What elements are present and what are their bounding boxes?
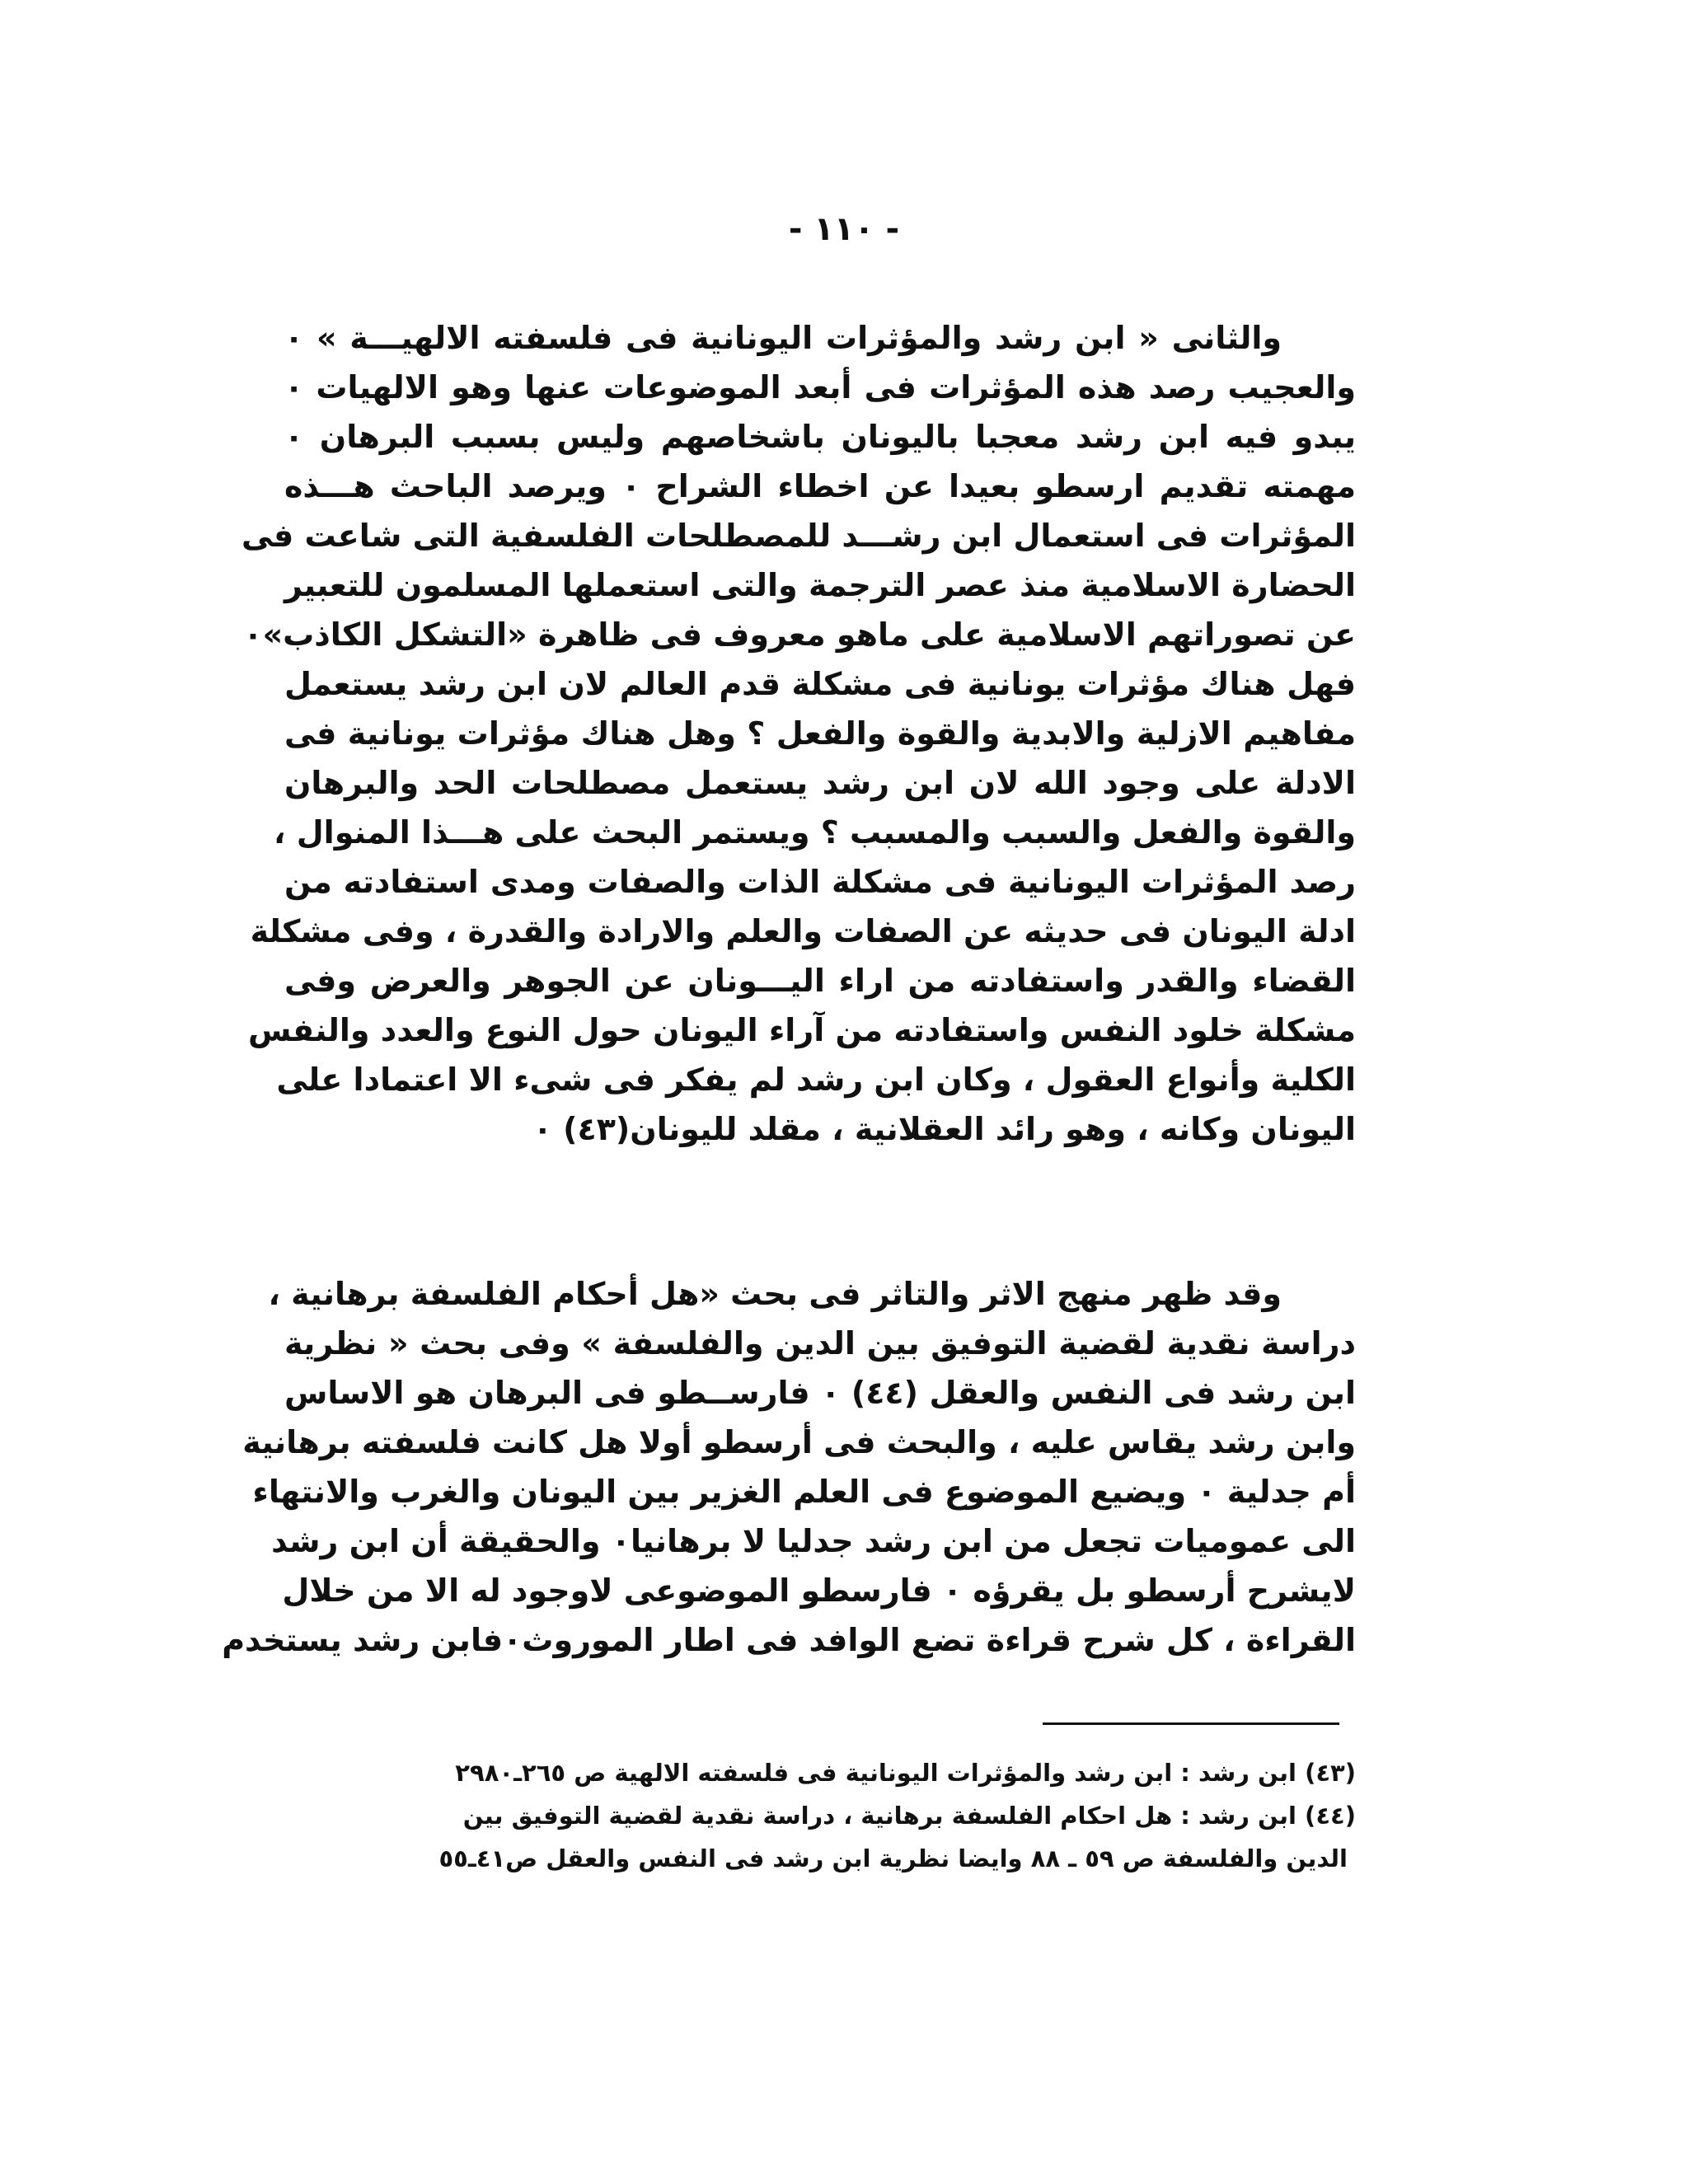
footnote-separator [1043,1722,1339,1725]
paragraph-line: وقد ظهر منهج الاثر والتاثر فى بحث «هل أحكام الفلسفة برهانية ، [268,1276,1282,1312]
paragraph-line: مهمته تقديم ارسطو بعيدا عن اخطاء الشراح ٠ ويرصد الباحث هـــذه [284,468,1356,504]
paragraph-line: والثانى « ابن رشد والمؤثرات اليونانية فى فلسفته الالهيـــة » ٠ [284,320,1282,356]
paragraph-line: عن تصوراتهم الاسلامية على ماهو معروف فى ظاهرة «التشكل الكاذب»٠ [243,616,1356,653]
paragraph-line: دراسة نقدية لقضية التوفيق بين الدين والفلسفة » وفى بحث « نظرية [284,1325,1356,1361]
footnote-43: (٤٣) ابن رشد : ابن رشد والمؤثرات اليونانية فى فلسفته الالهية ص ٢٦٥ـ٢٩٨٠ [455,1759,1356,1787]
paragraph-line: القراءة ، كل شرح قراءة تضع الوافد فى اطار الموروث٠فابن رشد يستخدم [222,1622,1356,1658]
paragraph-line: اليونان وكانه ، وهو رائد العقلانية ، مقلد لليونان(٤٣) ٠ [532,1111,1356,1147]
paragraph-line: والقوة والفعل والسبب والمسبب ؟ ويستمر البحث على هـــذا المنوال ، [274,814,1356,851]
paragraph-line: مشكلة خلود النفس واستفادته من آراء اليونان حول النوع والعدد والنفس [248,1012,1356,1048]
footnote-44-continued: الدين والفلسفة ص ٥٩ ـ ٨٨ وايضا نظرية ابن رشد فى النفس والعقل ص٤١ـ٥٥ [438,1844,1348,1872]
paragraph-line: وابن رشد يقاس عليه ، والبحث فى أرسطو أولا هل كانت فلسفته برهانية [242,1424,1356,1460]
paragraph-line: ابن رشد فى النفس والعقل (٤٤) ٠ فارســطو فى البرهان هو الاساس [284,1375,1356,1411]
body-paragraph-2 [222,1269,1356,1665]
paragraph-line: المؤثرات فى استعمال ابن رشـــد للمصطلحات الفلسفية التى شاعت فى [241,518,1356,554]
paragraph-line: الادلة على وجود الله لان ابن رشد يستعمل مصطلحات الحد والبرهان [284,765,1356,801]
paragraph-line: الكلية وأنواع العقول ، وكان ابن رشد لم يفكر فى شىء الا اعتمادا على [276,1062,1356,1098]
body-paragraph-1 [241,313,1356,1154]
paragraph-line: الى عموميات تجعل من ابن رشد جدليا لا برهانيا٠ والحقيقة أن ابن رشد [271,1523,1356,1559]
paragraph-line: ادلة اليونان فى حديثه عن الصفات والعلم والارادة والقدرة ، وفى مشكلة [250,913,1356,949]
paragraph-line: لايشرح أرسطو بل يقرؤه ٠ فارسطو الموضوعى لاوجود له الا من خلال [282,1572,1356,1609]
footnotes [284,1751,1356,1880]
paragraph-line: فهل هناك مؤثرات يونانية فى مشكلة قدم العالم لان ابن رشد يستعمل [284,666,1356,702]
paragraph-line: يبدو فيه ابن رشد معجبا باليونان باشخاصهم وليس بسبب البرهان ٠ [284,419,1356,455]
footnote-44: (٤٤) ابن رشد : هل احكام الفلسفة برهانية ، دراسة نقدية لقضية التوفيق بين [462,1802,1356,1830]
page-number: - ١١٠ - [788,210,900,248]
paragraph-line: والعجيب رصد هذه المؤثرات فى أبعد الموضوعات عنها وهو الالهيات ٠ [284,369,1356,405]
paragraph-line: القضاء والقدر واستفادته من اراء اليـــونان عن الجوهر والعرض وفى [284,963,1356,999]
paragraph-line: مفاهيم الازلية والابدية والقوة والفعل ؟ وهل هناك مؤثرات يونانية فى [284,715,1356,752]
paragraph-line: رصد المؤثرات اليونانية فى مشكلة الذات والصفات ومدى استفادته من [284,864,1356,900]
paragraph-line: أم جدلية ٠ ويضيع الموضوع فى العلم الغزير بين اليونان والغرب والانتهاء [252,1474,1356,1510]
paragraph-line: الحضارة الاسلامية منذ عصر الترجمة والتى استعملها المسلمون للتعبير [284,567,1356,603]
